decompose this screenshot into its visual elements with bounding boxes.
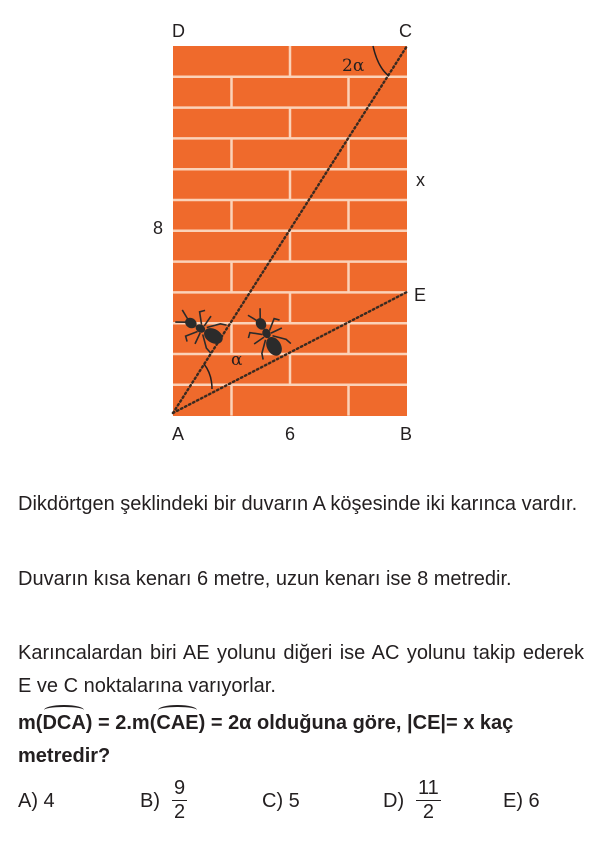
side-label-left: 8 <box>153 218 164 238</box>
vertex-label-a: A <box>172 424 185 444</box>
question-m2: ) = 2.m( <box>85 712 157 734</box>
choice-d-label[interactable]: D) <box>383 790 405 812</box>
choice-b-fraction <box>172 777 187 824</box>
angle-dca: DCA <box>42 707 85 740</box>
angle-label-a: α <box>231 350 243 370</box>
choice-b-label[interactable]: B) <box>140 790 160 812</box>
paragraph-2: Duvarın kısa kenarı 6 metre, uzun kenarı ise 8 metredir. <box>18 568 512 590</box>
choice-d-numerator: 11 <box>418 777 439 799</box>
side-label-x: x <box>416 170 425 190</box>
angle-cae: CAE <box>156 707 198 740</box>
choice-d-fraction <box>416 777 441 824</box>
question <box>18 707 584 773</box>
choice-b-numerator: 9 <box>174 777 186 799</box>
question-m1: m( <box>18 712 43 734</box>
paragraph-1: Dikdörtgen şeklindeki bir duvarın A köşesinde iki karınca vardır. <box>18 493 578 515</box>
choice-b-denominator: 2 <box>174 801 186 823</box>
choice-d-denominator: 2 <box>416 800 441 824</box>
paragraph-3: Karıncalardan biri AE yolunu diğeri ise AC yolunu takip ederek E ve C noktalarına varıyorlar. <box>18 642 584 697</box>
vertex-label-e: E <box>414 285 427 305</box>
choice-a[interactable]: A) 4 <box>18 790 55 812</box>
choice-e[interactable]: E) 6 <box>503 790 540 812</box>
vertex-label-c: C <box>399 21 412 41</box>
angle-label-c: 2α <box>342 56 365 76</box>
vertex-label-d: D <box>172 21 185 41</box>
choice-c[interactable]: C) 5 <box>262 790 300 812</box>
vertex-label-b: B <box>400 424 413 444</box>
side-label-bottom: 6 <box>285 424 296 444</box>
question-m3: ) = 2α olduğuna göre, |CE|= x kaç metredir? <box>18 712 514 767</box>
